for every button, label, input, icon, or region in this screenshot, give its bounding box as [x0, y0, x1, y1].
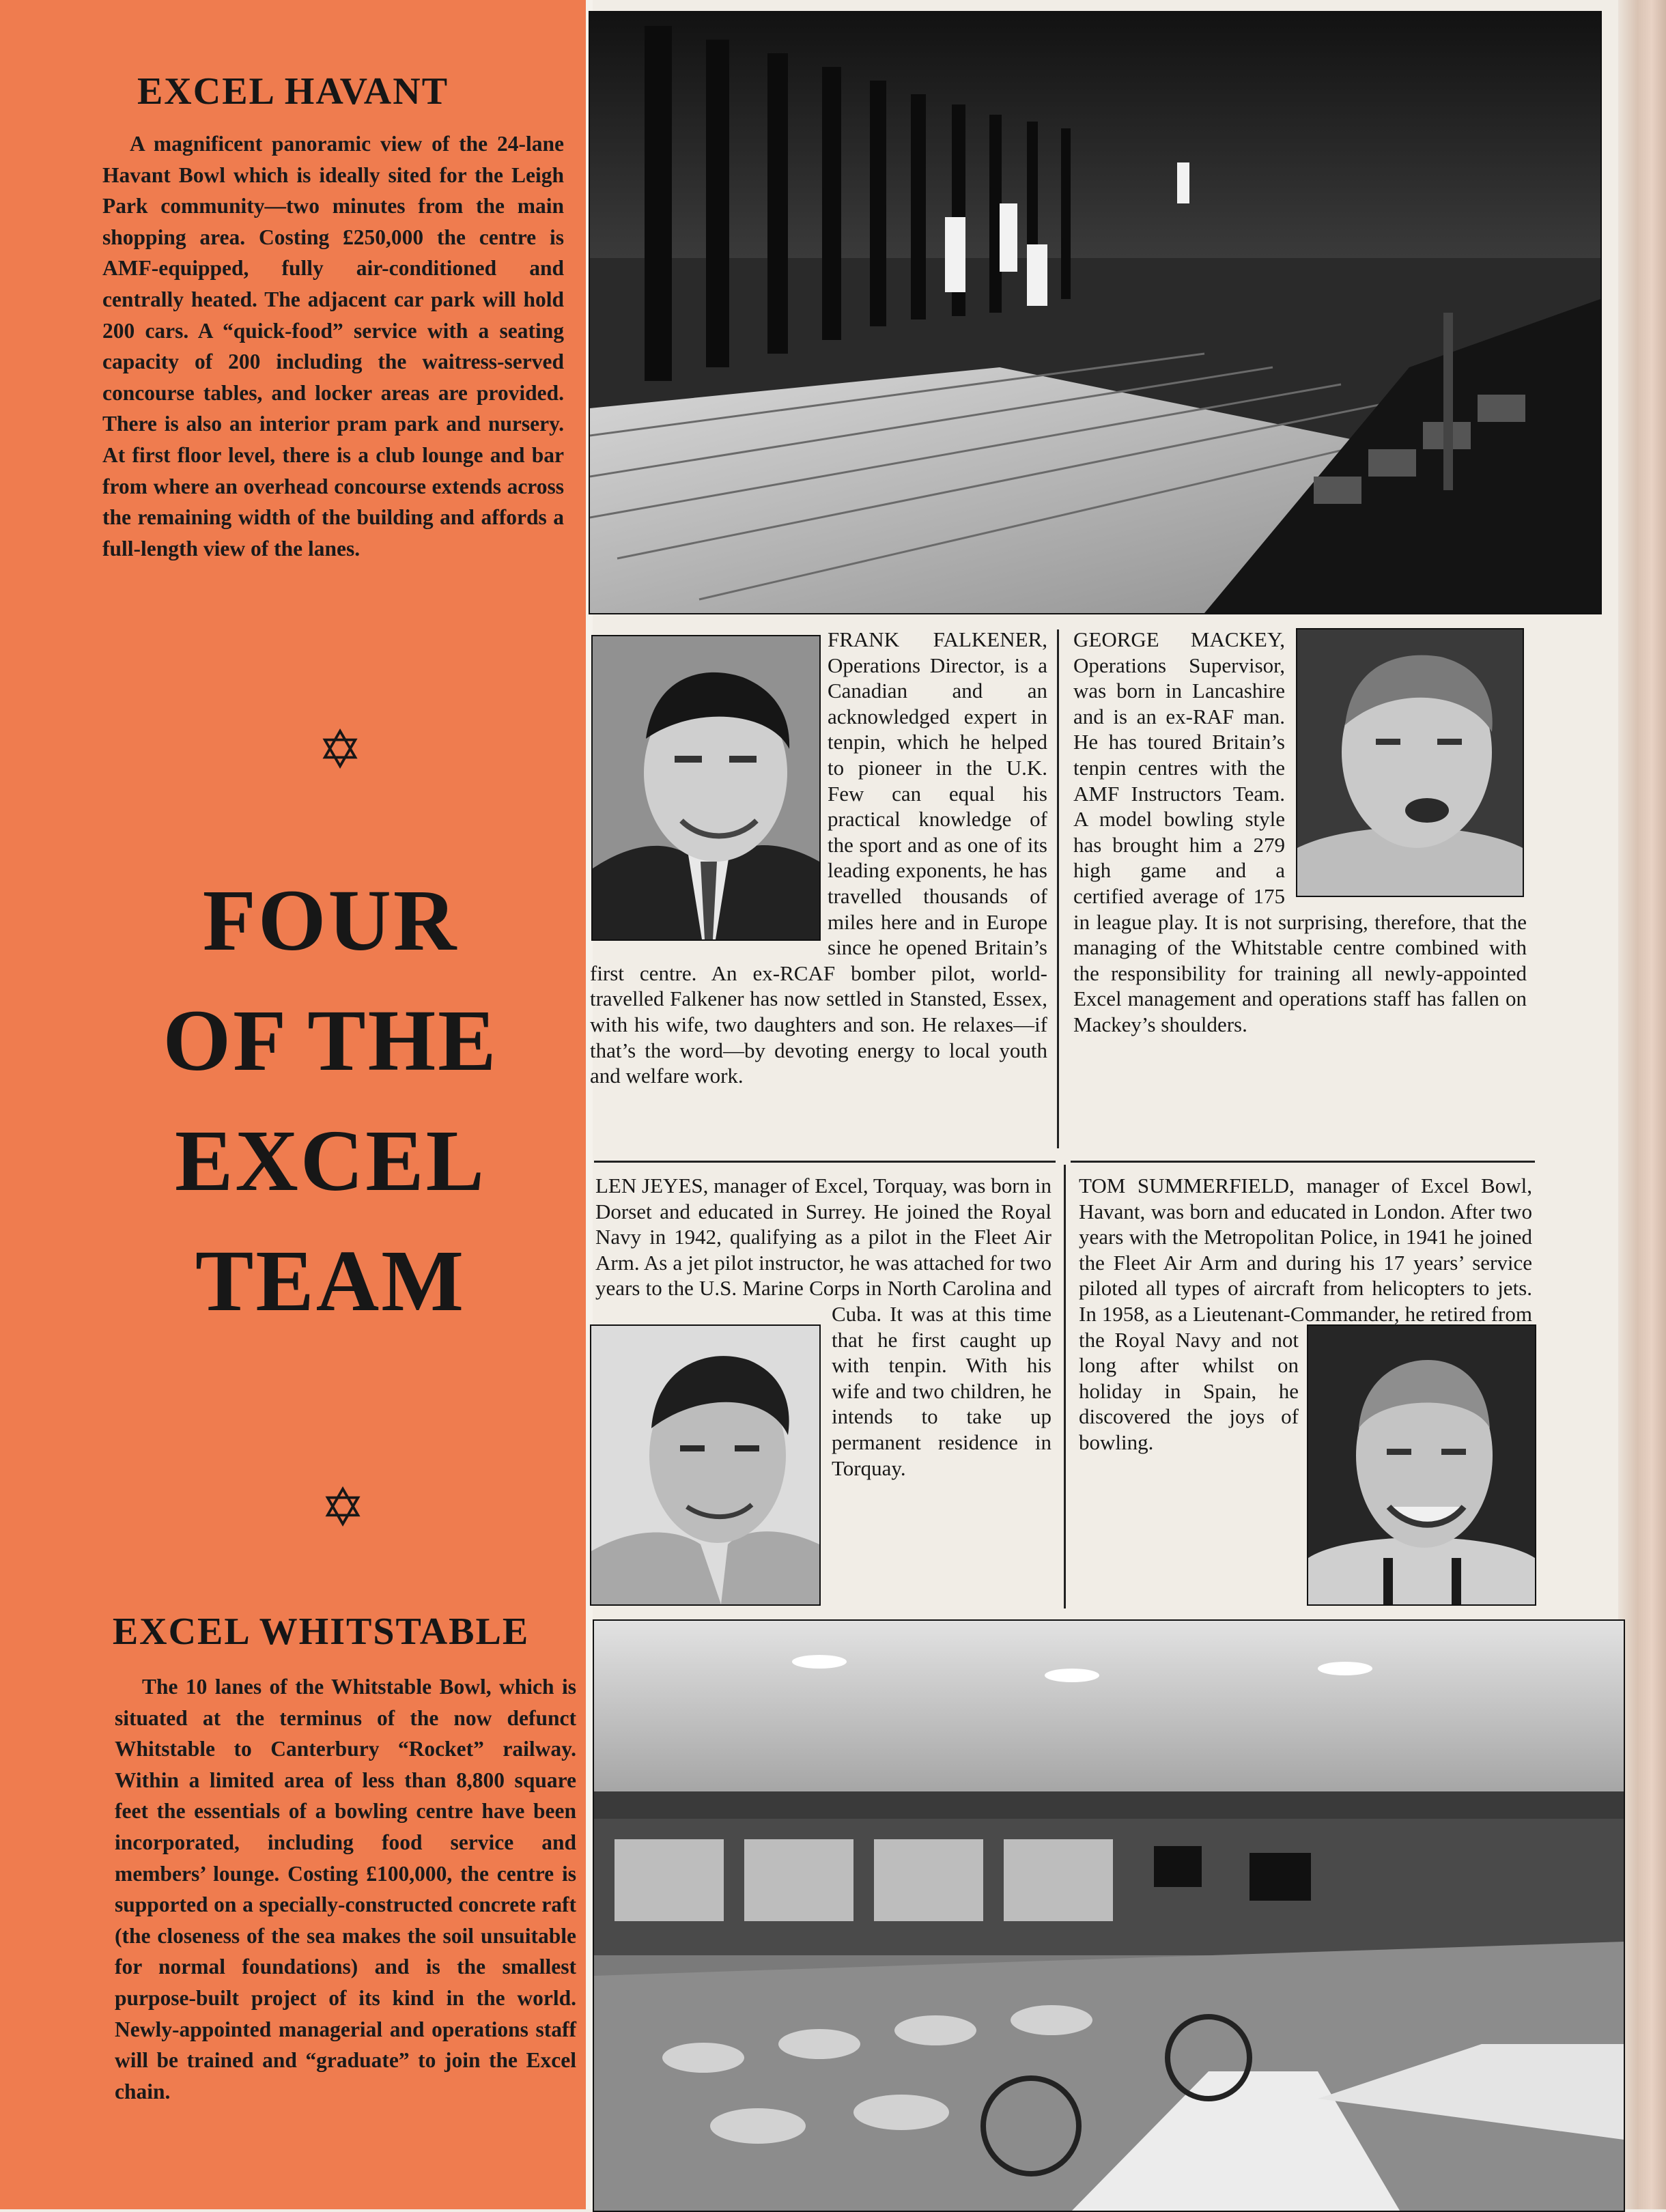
headline-line-4: TEAM	[195, 1232, 466, 1329]
summerfield-bio-text: TOM SUMMERFIELD, manager of Excel Bowl, Havant, was born and educated in London. After two years with the Metropolitan Police, in 1941 he joined the Fleet Air Arm and during his 17 years’ service piloted all types of aircraft from helicopters to jets. In 1958, as a Lieutenant-Commander, he retired from the Royal Navy and not long after whilst on holiday in Spain, he discovered the joys of bowling.	[1079, 1174, 1532, 1454]
jeyes-bio-text: LEN JEYES, manager of Excel, Torquay, was born in Dorset and educated in Surrey. He joined the Royal Navy in 1942, qualifying as a pilot in the Fleet Air Arm. As a jet pilot instructor, he was attached for two years to the U.S. Marine Corps in North Carolina and Cuba. It was at this time that he first caught up with tenpin. With his wife and two children, he intends to take up permanent residence in Torquay.	[595, 1174, 1051, 1480]
havant-body: A magnificent panoramic view of the 24-lane Havant Bowl which is ideally sited for the Leigh Park community—two minutes from the main shopping area. Costing £250,000 the centre is AMF-equipped, fully air-conditioned and centrally heated. The adjacent car park will hold 200 cars. A “quick-food” service with a seating capacity of 200 including the waitress-served concourse tables, and locker areas are provided. There is also an interior pram park and nursery. At first floor level, there is a club lounge and bar from where an overhead concourse extends across the remaining width of the building and affords a full-length view of the lanes.	[102, 132, 564, 561]
whitstable-heading: EXCEL WHITSTABLE	[112, 1611, 530, 1653]
portrait-spacer	[590, 627, 818, 939]
column-rule	[1057, 629, 1059, 1148]
headline-line-3: EXCEL	[175, 1112, 486, 1209]
havant-bowl-photo	[589, 11, 1602, 614]
headline-line-2: OF THE	[163, 992, 498, 1089]
portrait-spacer	[1295, 627, 1527, 900]
falkener-bio-top	[590, 627, 1047, 1146]
star-icon: ✡	[317, 720, 363, 781]
whitstable-bowl-photo	[593, 1619, 1625, 2212]
mackey-bio-top	[1073, 627, 1527, 1146]
jeyes-bio	[595, 1173, 1051, 1588]
portrait-spacer	[595, 1301, 832, 1588]
summerfield-bio	[1079, 1173, 1532, 1614]
falkener-bio-text: FRANK FALKENER, Operations Director, is a Canadian and an acknowledged expert in tenpin, which he helped to pioneer in the U.K. Few can equal his practical knowledge of the sport and as one of its leading exponents, he has travelled thousands of miles here and in Europe since he opened Britain’s first centre. An ex-RCAF bomber pilot, world-travelled Falkener has now settled in Stansted, Essex, with his wife, two daughters and son. He relaxes—if that’s the word—by devoting energy to local youth and welfare work.	[590, 627, 1047, 1088]
havant-heading: EXCEL HAVANT	[137, 70, 449, 113]
column-rule	[1064, 1165, 1066, 1608]
whitstable-body: The 10 lanes of the Whitstable Bowl, which is situated at the terminus of the now defunct Whitstable to Canterbury “Rocket” railway. Within a limited area of less than 8,800 square feet the essentials of a bowling centre have been incorporated, including food service and members’ lounge. Costing £100,000, the centre is supported on a specially-constructed concrete raft (the closeness of the sea makes the soil unsuitable for normal foundations) and is the smallest purpose-built project of its kind in the world. Newly-appointed managerial and operations staff will be trained and “graduate” to join the Excel chain.	[115, 1675, 576, 2103]
star-icon: ✡	[320, 1477, 365, 1539]
page-edge	[1618, 0, 1666, 2209]
mackey-bio-text: GEORGE MACKEY, Operations Supervisor, was born in Lancashire and is an ex-RAF man. He has toured Britain’s tenpin centres with the AMF Instructors Team. A model bowling style has brought him a 279 high game and a certified average of 175 in league play. It is not surprising, therefore, that the managing of the Whitstable centre combined with the responsibility for training all newly-appointed Excel management and operations staff has fallen on Mackey’s shoulders.	[1073, 627, 1527, 1036]
headline-line-1: FOUR	[202, 872, 459, 969]
portrait-spacer	[1299, 1327, 1532, 1614]
section-rule	[1071, 1161, 1535, 1163]
section-rule	[594, 1161, 1056, 1163]
